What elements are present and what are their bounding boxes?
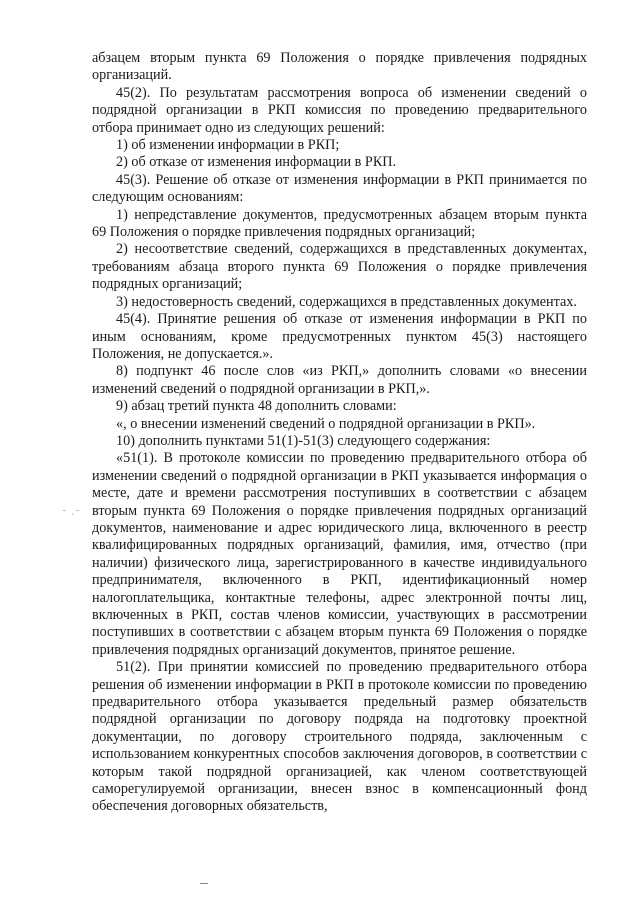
reason-2: 2) несоответствие сведений, содержащихся в представленных документах, требованиям абзаца второго пункта 69 Положения о порядке привлечения подрядных организаций; [92,241,587,293]
paragraph-45-2: 45(2). По результатам рассмотрения вопроса об изменении сведений о подрядной организации в РКП комиссия по проведению предварительного отбора принимает одно из следующих решений: [92,84,587,136]
footer-scan-dash [200,883,208,884]
amendment-8: 8) подпункт 46 после слов «из РКП,» дополнить словами «о внесении изменений сведений о подрядной организации в РКП,». [92,363,587,397]
margin-scan-mark: ˘ ·˘ [62,510,81,520]
amendment-9-text: «, о внесении изменений сведений о подрядной организации в РКП». [116,415,536,432]
paragraph-51-2: 51(2). При принятии комиссией по проведению предварительного отбора решения об изменении информации в РКП в протоколе комиссии по проведению предварительного отбора указывается предельный размер обязательств подрядной организации по договору подряда на подготовку проектной документации, по договору строительного подряда, заключенным с использованием конкурентных способов заключения договоров, в соответствии с которым такой подрядной организацией, как членом соответствующей саморегулируемой организации, внесен взнос в компенсационный фонд обеспечения договорных обязательств, [92,659,587,815]
paragraph-51-1: «51(1). В протоколе комиссии по проведению предварительного отбора об изменении сведений о подрядной организации в РКП указывается информация о месте, дате и времени рассмотрения поступивших в соответствии с абзацем вторым пункта 69 Положения о порядке привлечения подрядных организаций документов, наименование и адрес юридического лица, включенного в реестр квалифицированных подрядных организаций, фамилия, имя, отчество (при наличии) физического лица, зарегистрированного в качестве индивидуального предпринимателя, включенного в РКП, идентификационный номер налогоплательщика, контактные телефоны, адрес электронной почты лиц, включенных в РКП, состав членов комиссии, участвующих в рассмотрении поступивших в соответствии с абзацем вторым пункта 69 Положения о порядке привлечения подрядных организаций документов, принятое решение. [92,450,587,658]
document-body [92,50,587,816]
paragraph-continuation: абзацем вторым пункта 69 Положения о порядке привлечения подрядных организаций. [92,50,587,84]
amendment-10: 10) дополнить пунктами 51(1)-51(3) следующего содержания: [116,432,491,449]
list-item-2: 2) об отказе от изменения информации в РКП. [116,154,397,171]
amendment-9: 9) абзац третий пункта 48 дополнить словами: [116,398,397,415]
reason-3: 3) недостоверность сведений, содержащихся в представленных документах. [116,293,577,310]
reason-1: 1) непредставление документов, предусмотренных абзацем вторым пункта 69 Положения о порядке привлечения подрядных организаций; [92,206,587,241]
list-item-1: 1) об изменении информации в РКП; [116,137,340,154]
paragraph-45-3: 45(3). Решение об отказе от изменения информации в РКП принимается по следующим основаниям: [92,171,587,206]
paragraph-45-4: 45(4). Принятие решения об отказе от изменения информации в РКП по иным основаниям, кроме предусмотренных пунктом 45(3) настоящего Положения, не допускается.». [92,311,587,362]
